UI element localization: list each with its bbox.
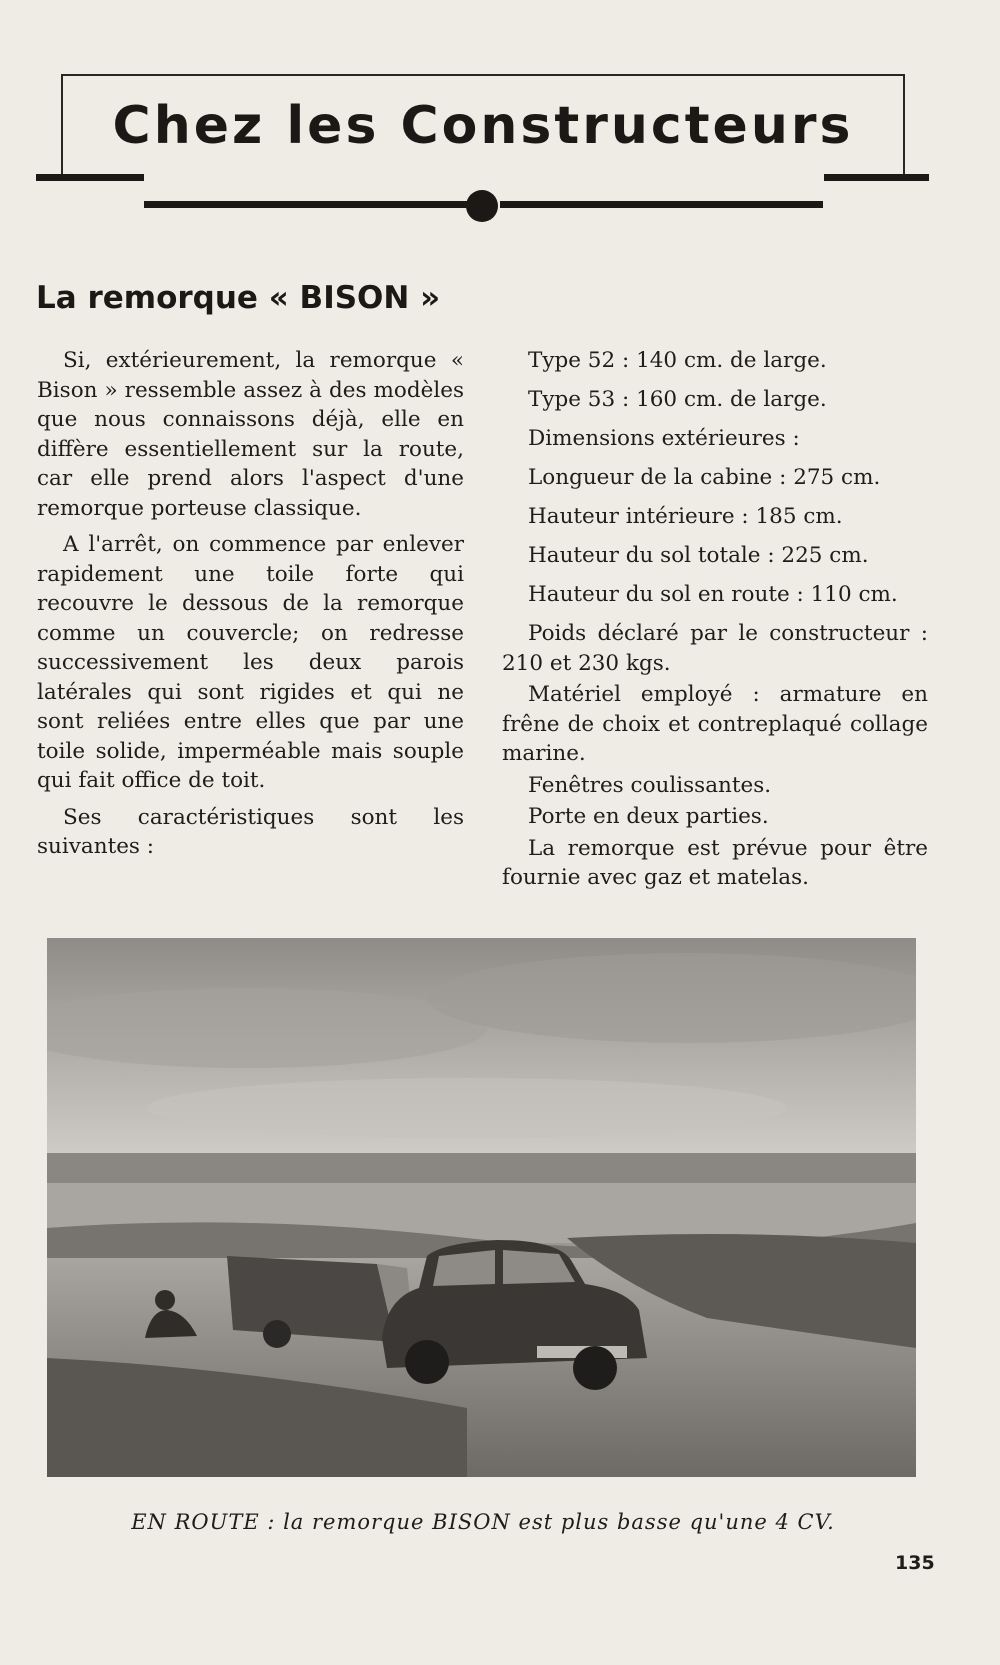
- spec-line: Type 52 : 140 cm. de large.: [528, 348, 827, 373]
- ornament-rule-left: [144, 201, 467, 208]
- paragraph: Ses caractéristiques sont les suivantes :: [37, 804, 464, 859]
- paragraph: Porte en deux parties.: [528, 804, 769, 829]
- photo-illustration: [47, 938, 916, 1477]
- paragraph: Matériel employé : armature en frêne de choix et contreplaqué collage marine.: [502, 682, 928, 766]
- ornament-dot: [466, 190, 498, 222]
- spec-line: Longueur de la cabine : 275 cm.: [528, 465, 881, 490]
- photo-caption: EN ROUTE : la remorque BISON est plus basse qu'une 4 CV.: [131, 1510, 835, 1534]
- spec-line: Hauteur du sol totale : 225 cm.: [528, 543, 869, 568]
- spec-line: Hauteur intérieure : 185 cm.: [528, 504, 843, 529]
- spec-line: Hauteur du sol en route : 110 cm.: [528, 582, 898, 607]
- paragraph: A l'arrêt, on commence par enlever rapidement une toile forte qui recouvre le dessous de la remorque comme un couvercle; on redresse successivement les deux parois latérales qui sont rigides et qui ne sont reliées entre elles que par une toile solide, imperméable mais souple qui fait office de toit.: [37, 532, 464, 793]
- header-rule-left: [36, 174, 144, 181]
- paragraph: Fenêtres coulissantes.: [528, 772, 772, 798]
- article-left-column: [37, 346, 464, 862]
- page-title: Chez les Constructeurs: [112, 96, 854, 156]
- header-rule-right: [824, 174, 929, 181]
- paragraph: Si, extérieurement, la remorque « Bison » ressemble assez à des modèles que nous connaissons déjà, elle en diffère essentiellement sur la route, car elle prend alors l'aspect d'une remorque porteuse classique.: [37, 348, 464, 521]
- ornament-rule-right: [500, 201, 823, 208]
- paragraph: Poids déclaré par le constructeur : 210 et 230 kgs.: [502, 621, 928, 676]
- spec-line: Type 53 : 160 cm. de large.: [528, 387, 827, 412]
- photo-car-and-trailer: [47, 938, 916, 1477]
- article-title: La remorque « BISON »: [36, 280, 441, 316]
- paragraph: La remorque est prévue pour être fournie avec gaz et matelas.: [502, 835, 928, 890]
- spec-line: Dimensions extérieures :: [528, 426, 800, 451]
- page-number: 135: [895, 1552, 935, 1574]
- article-right-column: [502, 346, 928, 893]
